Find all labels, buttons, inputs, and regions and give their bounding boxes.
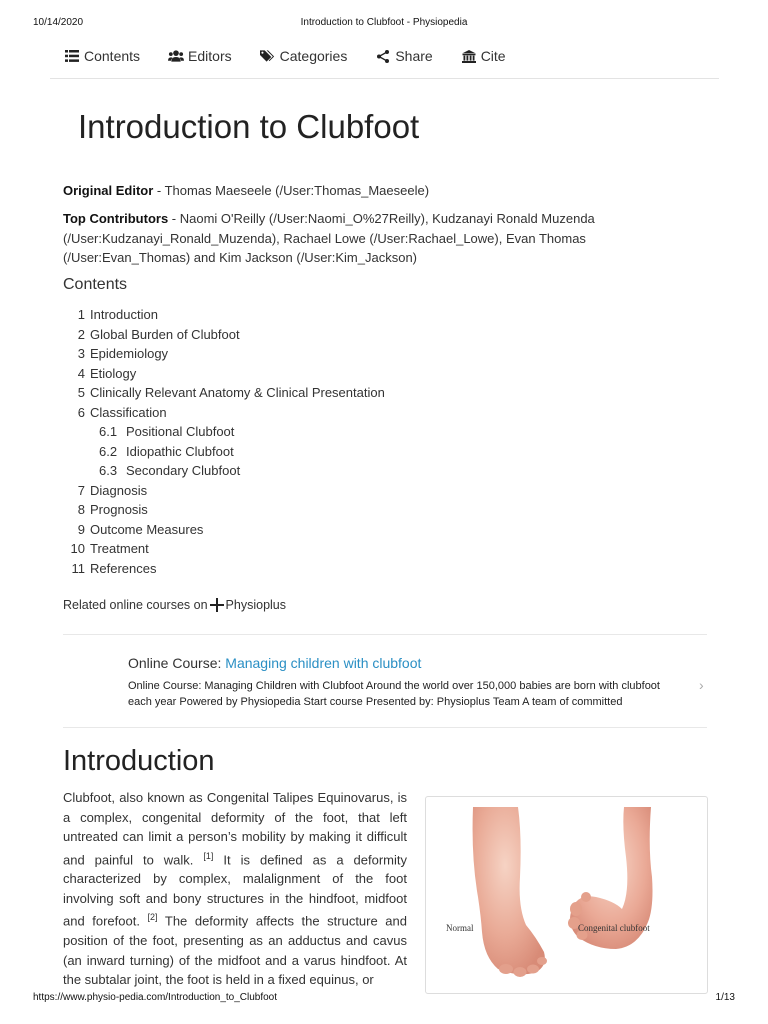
- toc-label: Outcome Measures: [90, 521, 204, 537]
- original-editor-text: - Thomas Maeseele (/User:Thomas_Maeseele): [153, 183, 430, 198]
- toolbar-divider: [50, 78, 719, 79]
- toc-label: Idiopathic Clubfoot: [126, 443, 234, 459]
- page-number: 1/13: [715, 992, 735, 1003]
- cite-button[interactable]: [461, 48, 506, 64]
- list-icon: [64, 48, 80, 64]
- toc-label: Treatment: [90, 541, 149, 556]
- reference-link[interactable]: [1]: [203, 850, 214, 861]
- toc-number: 6.3: [99, 463, 118, 478]
- top-contributors-label: Top Contributors: [63, 211, 169, 226]
- toc-label: Secondary Clubfoot: [126, 463, 241, 478]
- course-divider-bottom: [63, 727, 707, 728]
- physioplus-plus-icon: [210, 598, 224, 612]
- cite-label: Cite: [480, 48, 506, 64]
- section-heading-introduction: Introduction: [63, 745, 215, 777]
- toc-number: 2: [77, 326, 85, 342]
- tags-icon: [260, 48, 276, 64]
- toc-item[interactable]: [63, 344, 385, 364]
- toe-shape: [537, 957, 547, 965]
- print-url: https://www.physio-pedia.com/Introduction_to_Clubfoot: [33, 992, 278, 1003]
- print-date: 10/14/2020: [33, 17, 84, 28]
- toc-item[interactable]: [63, 403, 385, 423]
- toc-subitem[interactable]: [63, 461, 385, 481]
- intro-text-2: It is defined as a deformity characterized by complex, malalignment of the foot involving soft and bony structures in the hindfoot, midfoot and forefoot.: [63, 851, 408, 929]
- toc-label: Classification: [90, 404, 167, 420]
- toc-number: 8: [77, 502, 85, 517]
- contents-label: Contents: [84, 48, 141, 64]
- toc-number: 7: [77, 482, 85, 498]
- toe-shape: [570, 902, 582, 916]
- toc-item[interactable]: [63, 559, 385, 579]
- toe-shape: [527, 965, 539, 974]
- toc-label: Global Burden of Clubfoot: [90, 326, 240, 342]
- original-editor: [63, 181, 623, 201]
- share-label: Share: [395, 48, 433, 64]
- toc-number: 6: [77, 404, 85, 420]
- original-editor-label: Original Editor: [63, 183, 154, 198]
- toc-label: Diagnosis: [90, 482, 148, 498]
- page-title: Introduction to Clubfoot: [78, 108, 420, 145]
- course-card[interactable]: [128, 655, 688, 710]
- table-of-contents: [63, 305, 385, 578]
- figure-label-normal: Normal: [446, 923, 474, 933]
- page-toolbar: [64, 48, 534, 64]
- toc-number: 4: [77, 365, 85, 381]
- categories-label: Categories: [279, 48, 348, 64]
- top-contributors: [63, 209, 623, 268]
- toc-number: 1: [77, 307, 85, 322]
- print-title: Introduction to Clubfoot - Physiopedia: [300, 17, 468, 28]
- related-text: Related online courses on: [63, 598, 208, 612]
- toc-label: References: [90, 560, 157, 576]
- editors-button[interactable]: [168, 48, 232, 64]
- physioplus-link[interactable]: Physioplus: [225, 598, 286, 612]
- share-icon: [375, 48, 391, 64]
- toc-item[interactable]: [63, 325, 385, 345]
- course-link[interactable]: Managing children with clubfoot: [225, 655, 422, 671]
- institution-icon: [461, 48, 477, 64]
- intro-paragraph: [63, 788, 407, 990]
- toc-label: Etiology: [90, 365, 137, 381]
- figure-label-clubfoot: Congenital clubfoot: [578, 923, 650, 933]
- course-description: Online Course: Managing Children with Clubfoot Around the world over 150,000 babies are born with clubfoot each year Powered by Physiopedia Start course Presented by: Physioplus Team A team of committed: [128, 680, 660, 708]
- toe-shape: [581, 892, 591, 902]
- toc-number: 6.2: [99, 443, 118, 459]
- toe-shape: [514, 967, 527, 977]
- share-button[interactable]: [375, 48, 432, 64]
- editors-label: Editors: [188, 48, 232, 64]
- course-prefix: Online Course:: [128, 655, 226, 671]
- toc-subitem[interactable]: [63, 422, 385, 442]
- intro-text-1: Clubfoot, also known as Congenital Talipes Equinovarus, is a complex, congenital deformity of the foot, that left untreated can limit a person’s mobility by making it difficult and painful to walk.: [63, 790, 407, 867]
- toc-subitem[interactable]: [63, 442, 385, 462]
- toc-label: Prognosis: [90, 502, 148, 517]
- toc-item[interactable]: [63, 383, 385, 403]
- toc-item[interactable]: [63, 539, 385, 559]
- toc-label: Introduction: [90, 307, 158, 322]
- reference-link[interactable]: [2]: [147, 912, 158, 923]
- toc-title: Contents: [63, 276, 128, 293]
- toe-shape: [499, 964, 513, 974]
- toc-number: 11: [71, 560, 85, 576]
- top-contributors-text: - Naomi O'Reilly (/User:Naomi_O%27Reilly), Kudzanayi Ronald Muzenda (/User:Kudzanayi_Ronald_Muzenda), Rachael Lowe (/User:Rachael_Lowe), Evan Thomas (/User:Evan_Thomas) and Kim Jackson (/User:Kim_Jackson): [63, 211, 595, 265]
- toc-item[interactable]: [63, 364, 385, 384]
- toc-number: 5: [77, 385, 85, 400]
- categories-button[interactable]: [260, 48, 348, 64]
- toc-item[interactable]: [63, 520, 385, 540]
- toc-number: 6.1: [99, 424, 118, 439]
- chevron-right-icon[interactable]: ›: [699, 677, 704, 693]
- clubfoot-illustration: [426, 797, 707, 993]
- intro-text-3: The deformity affects the structure and position of the foot, presenting as an adductus and cavus (an inward turning) of the midfoot and a varus hindfoot. At the subtalar joint, the foot is held in a fixed equinus, or: [63, 913, 407, 988]
- toc-number: 10: [70, 541, 85, 556]
- course-divider-top: [63, 634, 707, 635]
- toc-item[interactable]: [63, 305, 385, 325]
- toc-label: Epidemiology: [90, 346, 169, 361]
- toc-number: 9: [77, 521, 85, 537]
- toc-item[interactable]: [63, 500, 385, 520]
- course-heading: [128, 655, 688, 671]
- toc-label: Clinically Relevant Anatomy & Clinical Presentation: [90, 385, 385, 400]
- contents-button[interactable]: [64, 48, 140, 64]
- related-courses: [63, 598, 286, 612]
- toc-number: 3: [77, 346, 85, 361]
- toc-item[interactable]: [63, 481, 385, 501]
- toc-label: Positional Clubfoot: [126, 424, 235, 439]
- clubfoot-figure[interactable]: [425, 796, 708, 994]
- users-icon: [168, 48, 184, 64]
- normal-foot-shape: [473, 807, 545, 974]
